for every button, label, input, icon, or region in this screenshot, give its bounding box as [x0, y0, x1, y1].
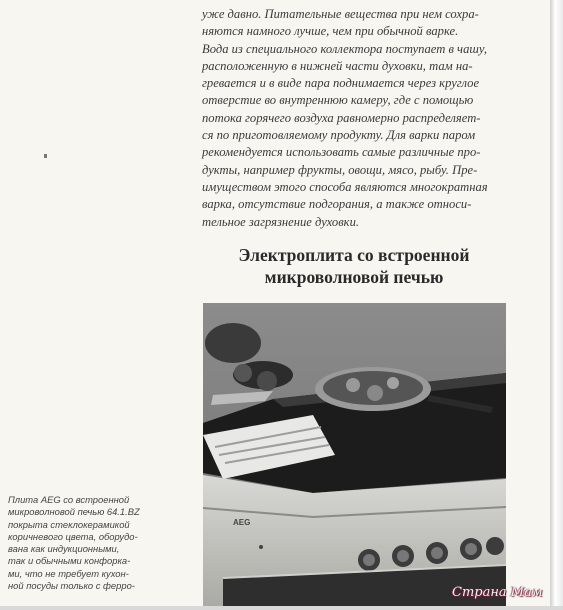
body-text-line: дукты, например фрукты, овощи, мясо, рыбу. Пре-	[202, 162, 478, 177]
knob-center	[431, 547, 443, 559]
stove-photo	[203, 303, 506, 610]
caption-line: покрыта стеклокерамикой	[8, 518, 130, 530]
heading-line: микроволновой печью	[264, 267, 444, 287]
body-text-line: имуществом этого способа являются многократная	[202, 179, 488, 194]
fruit	[257, 371, 277, 391]
knob-center	[363, 554, 375, 566]
food-item	[367, 385, 383, 401]
knob-center	[465, 543, 477, 555]
body-text-line: отверстие во внутреннюю камеру, где с помощью	[202, 93, 474, 108]
body-text-line: расположенную в нижней части духовки, там на-	[202, 58, 473, 73]
fruit	[234, 364, 252, 382]
caption-line: Плита AEG со встроенной	[8, 494, 130, 505]
page-speck	[44, 154, 47, 158]
section-heading	[203, 244, 505, 288]
brand-label: AEG	[233, 518, 251, 527]
body-text-line: гревается и в виде пара поднимается через круглое	[202, 76, 480, 91]
heading-line: Электроплита со встроенной	[238, 245, 470, 265]
body-text-line: тельное загрязнение духовки.	[202, 214, 360, 229]
body-text-line: Вода из специального коллектора поступает в чашу,	[202, 41, 487, 56]
watermark: Страна Мам	[452, 585, 543, 600]
body-text-line: варка, отсутствие подгорания, а также относи-	[202, 197, 472, 212]
body-text-line: потока горячего воздуха равномерно распределяет-	[202, 110, 481, 125]
caption-line: ми, что не требует кухон-	[8, 567, 129, 579]
caption-line: ной посуды только с ферро-	[8, 580, 135, 592]
caption-line: коричневого цвета, оборудо-	[8, 530, 138, 542]
vegetables	[205, 323, 261, 363]
food-item	[387, 377, 399, 389]
caption-line: вана как индукционными,	[8, 543, 120, 555]
body-text-line: рекомендуется использовать самые различные про-	[202, 145, 481, 160]
page-edge-right	[550, 0, 563, 610]
indicator-dot	[259, 545, 263, 549]
page-edge-bottom	[0, 606, 563, 610]
food-item	[346, 378, 360, 392]
caption-line: так и обычными конфорка-	[8, 555, 131, 567]
caption-line: микроволновой печью 64.1.BZ	[8, 506, 140, 518]
body-text-line: няются намного лучше, чем при обычной варке.	[202, 24, 459, 39]
photo-caption	[8, 494, 203, 592]
knob	[486, 537, 504, 555]
stove-photo-image	[203, 303, 506, 610]
body-text	[202, 6, 507, 231]
knob-center	[397, 550, 409, 562]
body-text-line: уже давно. Питательные вещества при нем сохра-	[202, 7, 479, 21]
body-text-line: ся по приготовляемому продукту. Для варки паром	[202, 128, 476, 143]
